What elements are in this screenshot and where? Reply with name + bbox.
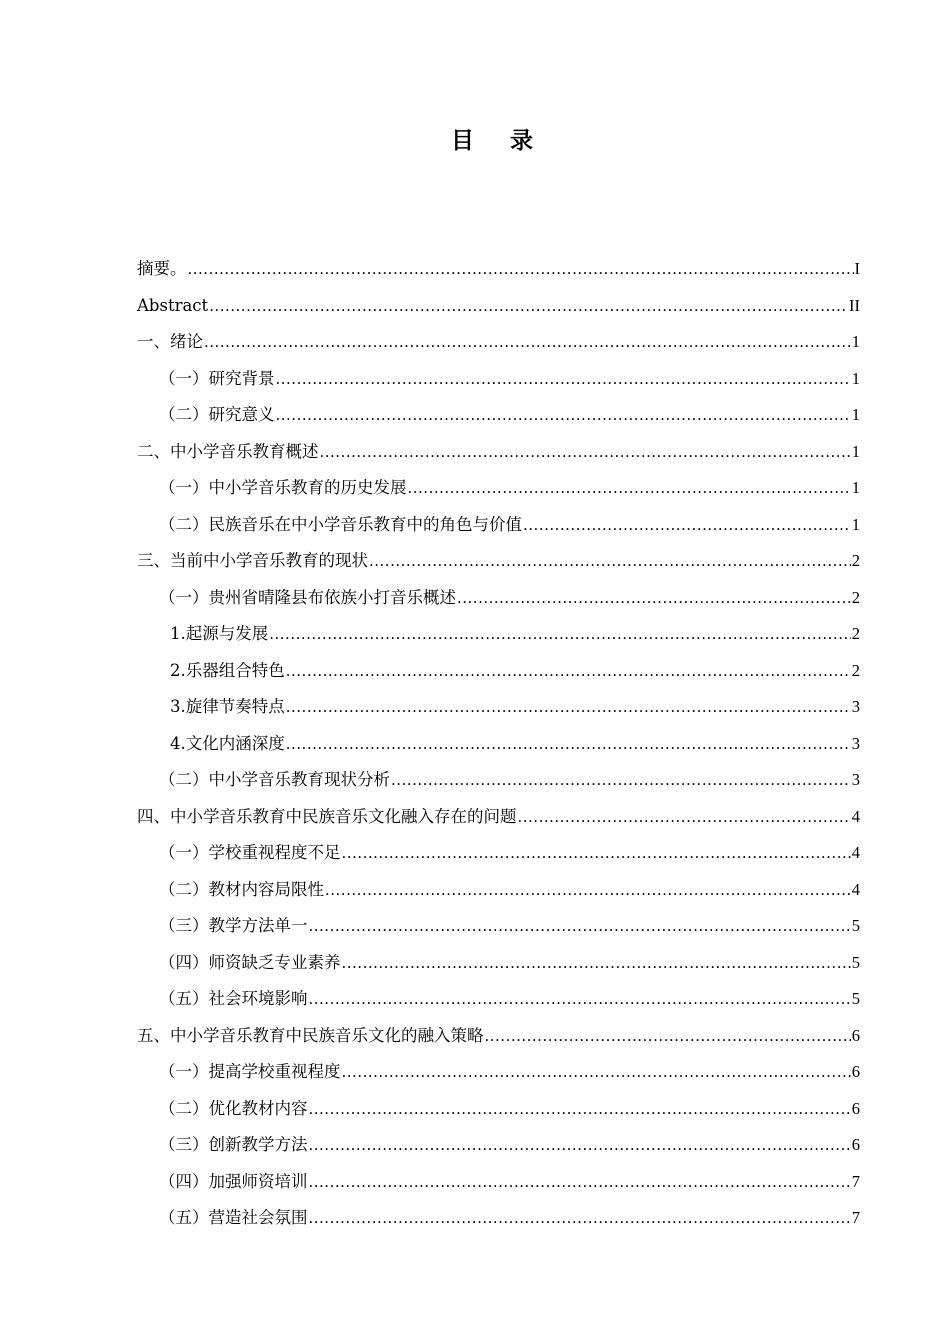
toc-dot-leader [408,470,851,507]
toc-entry[interactable] [137,251,860,288]
toc-entry-label: 三、当前中小学音乐教育的现状 [137,551,368,570]
toc-dot-leader [342,835,851,872]
toc-entry-label: （二）民族音乐在中小学音乐教育中的角色与价值 [159,514,522,534]
toc-entry-page-number: 5 [851,989,860,1008]
toc-dot-leader [518,799,851,836]
toc-entry[interactable] [137,434,860,471]
toc-dot-leader [309,981,851,1018]
toc-dot-leader [286,689,851,726]
toc-entry-page-number: 4 [851,806,860,826]
toc-dot-leader [286,653,851,690]
toc-dot-leader [342,1054,851,1091]
toc-dot-leader [309,1127,851,1164]
toc-entry-label: 摘要。 [137,259,187,278]
toc-dot-leader [369,543,851,580]
toc-entry-page-number: 6 [851,1098,860,1118]
toc-dot-leader [391,762,851,799]
toc-entry[interactable] [137,835,860,872]
toc-entry-page-number: 6 [851,1062,860,1081]
toc-dot-leader [309,1200,851,1237]
toc-entry-page-number: 3 [851,697,860,716]
toc-entry-label: 四、中小学音乐教育中民族音乐文化融入存在的问题 [137,806,517,826]
toc-dot-leader [276,361,851,398]
toc-dot-leader [320,434,851,471]
toc-entry-page-number: 1 [851,478,860,497]
toc-entry-label: 4.文化内涵深度 [170,733,285,753]
toc-entry[interactable] [137,653,860,690]
toc-entry-label: 一、绪论 [137,332,203,351]
toc-entry[interactable] [137,507,860,544]
toc-dot-leader [309,1164,851,1201]
toc-entry-page-number: 1 [851,332,860,351]
toc-dot-leader [342,945,851,982]
toc-entry-label: （二）中小学音乐教育现状分析 [159,770,390,789]
toc-entry-label: 1.起源与发展 [170,624,269,643]
toc-entry-label: （一）研究背景 [159,368,275,388]
toc-entry[interactable] [137,324,860,361]
toc-entry-label: 2.乐器组合特色 [170,660,285,680]
toc-entry-label: （二）优化教材内容 [159,1098,308,1118]
toc-entry-label: （五）社会环境影响 [159,989,308,1008]
toc-entry-label: Abstract [137,295,209,315]
toc-entry-page-number: 3 [851,733,860,753]
toc-entry-label: （三）教学方法单一 [159,916,308,935]
toc-entry-page-number: 1 [851,405,860,424]
toc-dot-leader [309,908,851,945]
toc-entry-label: 二、中小学音乐教育概述 [137,441,319,461]
toc-entry-page-number: 1 [851,441,860,461]
toc-entry-page-number: II [849,295,860,315]
toc-entry[interactable] [137,1018,860,1055]
toc-dot-leader [485,1018,851,1055]
toc-entry-label: （一）贵州省晴隆县布依族小打音乐概述 [159,587,456,607]
toc-entry[interactable] [137,981,860,1018]
toc-entry[interactable] [137,1164,860,1201]
toc-entry[interactable] [137,945,860,982]
toc-dot-leader [286,726,851,763]
toc-entry[interactable] [137,1091,860,1128]
toc-entry-page-number: 1 [851,368,860,388]
toc-entry-page-number: 3 [851,770,860,789]
toc-entry-label: （五）营造社会氛围 [159,1208,308,1227]
toc-entry-page-number: I [854,259,860,278]
toc-entry-label: （二）教材内容局限性 [159,879,324,899]
table-of-contents [137,251,860,1237]
toc-entry-page-number: 6 [851,1025,860,1045]
toc-dot-leader [209,288,848,325]
toc-dot-leader [523,507,851,544]
toc-entry[interactable] [137,616,860,653]
toc-entry-label: （一）学校重视程度不足 [159,843,341,862]
toc-dot-leader [325,872,851,909]
toc-dot-leader [269,616,851,653]
toc-entry[interactable] [137,470,860,507]
toc-entry-page-number: 6 [851,1135,860,1154]
toc-entry-page-number: 7 [851,1208,860,1227]
toc-entry-page-number: 2 [851,624,860,643]
toc-dot-leader [276,397,851,434]
toc-entry-label: （四）师资缺乏专业素养 [159,952,341,972]
toc-entry-page-number: 2 [851,660,860,680]
toc-entry-label: （三）创新教学方法 [159,1135,308,1154]
toc-entry[interactable] [137,908,860,945]
toc-entry-label: 3.旋律节奏特点 [170,697,285,716]
page-title: 目 录 [450,128,547,154]
toc-entry-label: 五、中小学音乐教育中民族音乐文化的融入策略 [137,1025,484,1045]
toc-entry[interactable] [137,580,860,617]
toc-entry-page-number: 2 [851,551,860,570]
toc-entry[interactable] [137,762,860,799]
toc-entry-page-number: 4 [851,843,860,862]
toc-entry[interactable] [137,689,860,726]
toc-entry[interactable] [137,1127,860,1164]
toc-entry-page-number: 5 [851,916,860,935]
toc-entry-label: （四）加强师资培训 [159,1171,308,1191]
toc-entry[interactable] [137,397,860,434]
toc-entry-page-number: 2 [851,587,860,607]
toc-entry-label: （一）提高学校重视程度 [159,1062,341,1081]
toc-dot-leader [188,251,854,288]
toc-entry-page-number: 7 [851,1171,860,1191]
toc-entry[interactable] [137,726,860,763]
toc-entry[interactable] [137,799,860,836]
toc-dot-leader [457,580,851,617]
toc-entry-label: （二）研究意义 [159,405,275,424]
toc-entry[interactable] [137,361,860,398]
toc-entry-page-number: 5 [851,952,860,972]
toc-entry-label: （一）中小学音乐教育的历史发展 [159,478,407,497]
toc-dot-leader [204,324,851,361]
toc-dot-leader [309,1091,851,1128]
toc-entry[interactable] [137,1054,860,1091]
toc-entry[interactable] [137,1200,860,1237]
toc-entry[interactable] [137,288,860,325]
toc-entry[interactable] [137,872,860,909]
toc-entry-page-number: 4 [851,879,860,899]
toc-entry-page-number: 1 [851,514,860,534]
toc-entry[interactable] [137,543,860,580]
